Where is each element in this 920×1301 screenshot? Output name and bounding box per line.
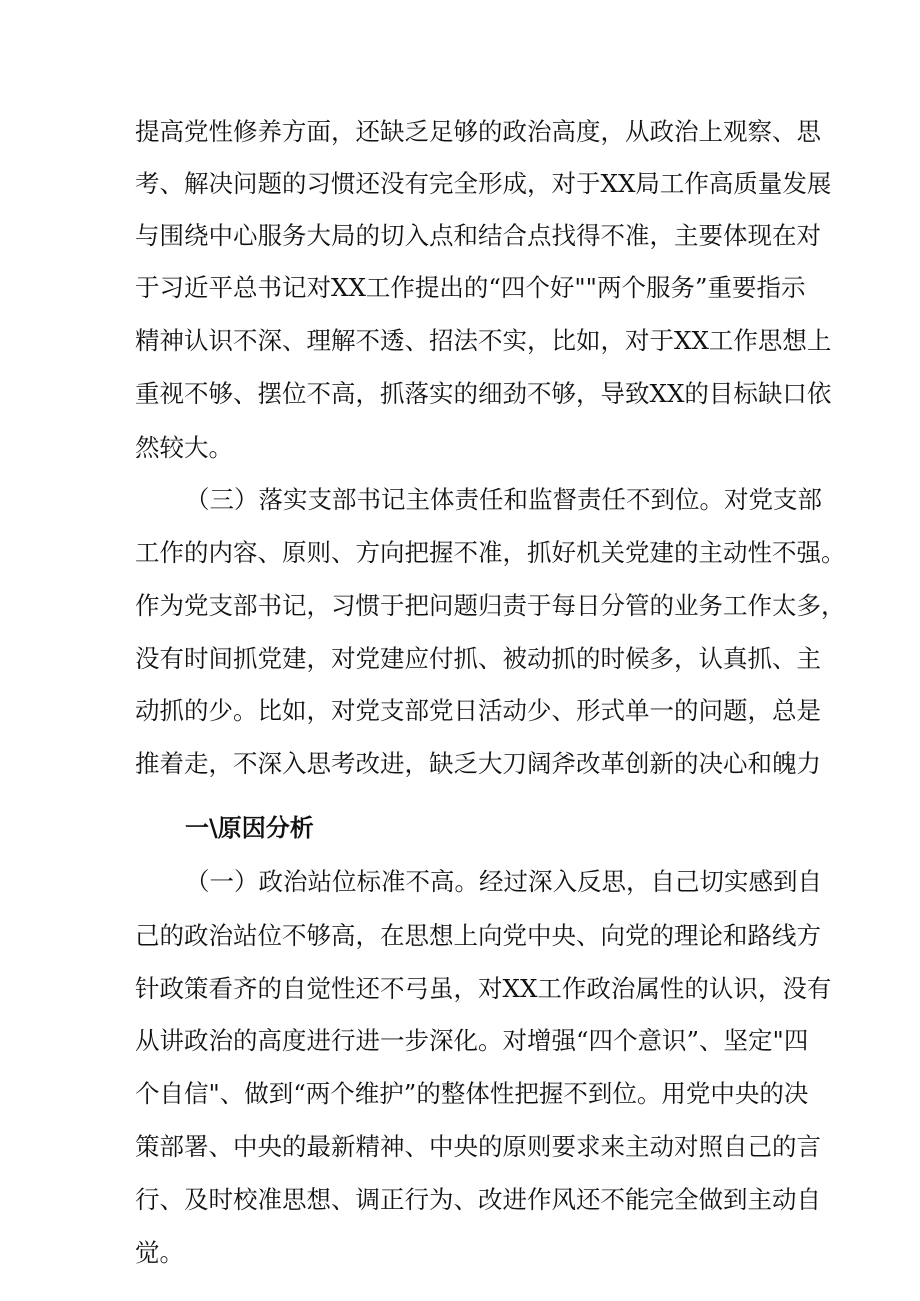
paragraph-line: 己的政治站位不够高，在思想上向党中央、向党的理论和路线方 [135, 921, 821, 950]
paragraph-line: 个自信"、做到“两个维护”的整体性把握不到位。用党中央的决 [135, 1079, 809, 1108]
paragraph-line: 精神认识不深、理解不透、招法不实，比如，对于XX工作思想上 [135, 326, 832, 355]
paragraph-line: 推着走，不深入思考改进，缺乏大刀阔斧改革创新的决心和魄力 [135, 749, 821, 778]
section-heading: 一\原因分析 [185, 814, 314, 842]
paragraph-line: 然较大。 [135, 433, 233, 462]
paragraph-line: 工作的内容、原则、方向把握不准，抓好机关党建的主动性不强。 [135, 538, 846, 567]
paragraph-line: 于习近平总书记对XX工作提出的“四个好""两个服务”重要指示 [135, 273, 806, 302]
paragraph-line: 作为党支部书记，习惯于把问题归责于每日分管的业务工作太多， [135, 591, 846, 620]
paragraph-line: 觉。 [135, 1238, 184, 1267]
paragraph-line: 策部署、中央的最新精神、中央的原则要求来主动对照自己的言 [135, 1132, 821, 1161]
paragraph-line: 没有时间抓党建，对党建应付抓、被动抓的时候多，认真抓、主 [135, 644, 821, 673]
paragraph-line: 针政策看齐的自觉性还不弓虽，对XX工作政治属性的认识，没有 [135, 974, 832, 1003]
section-three-title-line: （三）落实支部书记主体责任和监督责任不到位。对党支部 [185, 485, 822, 514]
paragraph-line: 行、及时校准思想、调正行为、改进作风还不能完全做到主动自 [135, 1185, 821, 1214]
paragraph-line: 从讲政治的高度进行进一步深化。对增强“四个意识”、坚定"四 [135, 1026, 809, 1055]
paragraph-line: 动抓的少。比如，对党支部党日活动少、形式单一的问题，总是 [135, 696, 821, 725]
paragraph-line: 重视不够、摆位不高，抓落实的细劲不够，导致XX的目标缺口依 [135, 379, 832, 408]
paragraph-line: 提高党性修养方面，还缺乏足够的政治高度，从政治上观察、思 [135, 117, 821, 146]
paragraph-line: 考、解决问题的习惯还没有完全形成，对于XX局工作高质量发展 [135, 169, 832, 198]
section-one-title-line: （一）政治站位标准不高。经过深入反思，自己切实感到自 [185, 867, 822, 896]
paragraph-line: 与围绕中心服务大局的切入点和结合点找得不准，主要体现在对 [135, 221, 821, 250]
